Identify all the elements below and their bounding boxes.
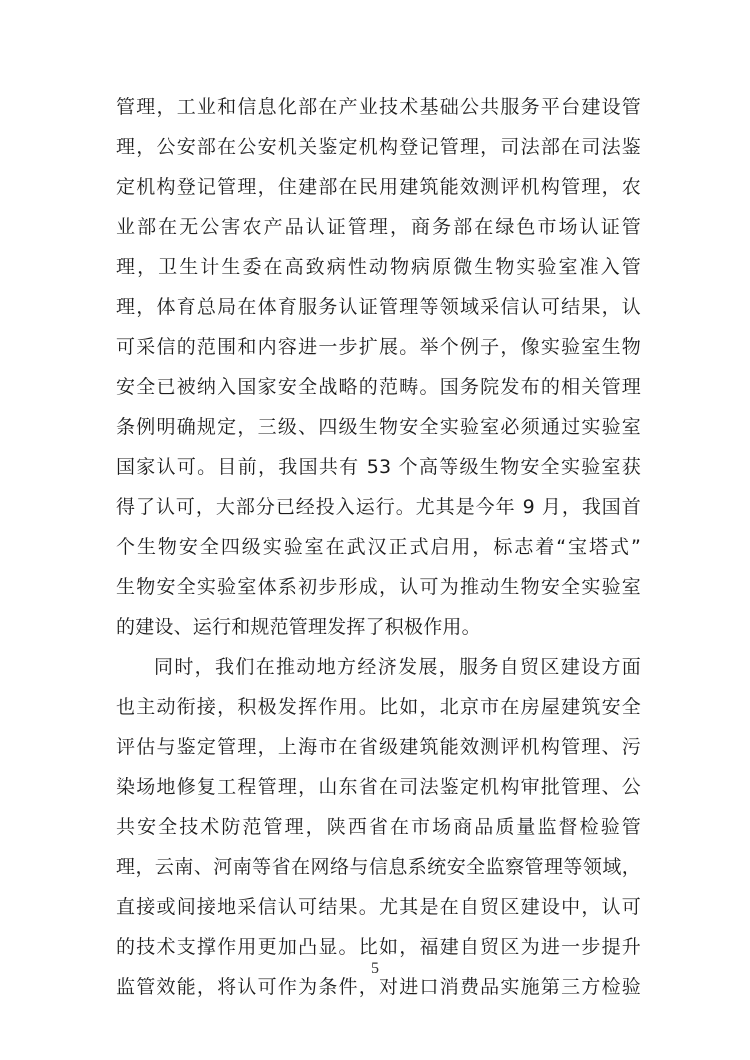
text-line: 的技术支撑作用更加凸显。比如，福建自贸区为进一步提升: [116, 936, 641, 958]
text-line: 直接或间接地采信认可结果。尤其是在自贸区建设中，认可: [116, 896, 641, 918]
text-line: 同时，我们在推动地方经济发展，服务自贸区建设方面: [154, 656, 641, 678]
text-line: 定机构登记管理，住建部在民用建筑能效测评机构管理，农: [116, 176, 641, 198]
text-line: 理，体育总局在体育服务认证管理等领域采信认可结果，认: [116, 296, 641, 318]
text-line: 也主动衔接，积极发挥作用。比如，北京市在房屋建筑安全: [116, 696, 641, 718]
text-line: 理，云南、河南等省在网络与信息系统安全监察管理等领域，: [116, 856, 641, 878]
body-text: [116, 87, 641, 1007]
text-line: 共安全技术防范管理，陕西省在市场商品质量监督检验管: [116, 816, 641, 838]
text-line: 个生物安全四级实验室在武汉正式启用，标志着“宝塔式”: [116, 536, 641, 558]
text-line: 得了认可，大部分已经投入运行。尤其是今年 9 月，我国首: [116, 496, 641, 518]
page-number: 5: [371, 960, 379, 977]
text-line: 生物安全实验室体系初步形成，认可为推动生物安全实验室: [116, 576, 641, 598]
text-line: 管理，工业和信息化部在产业技术基础公共服务平台建设管: [116, 96, 641, 118]
text-line: 监管效能，将认可作为条件，对进口消费品实施第三方检验: [116, 976, 641, 998]
text-line: 条例明确规定，三级、四级生物安全实验室必须通过实验室: [116, 416, 641, 438]
text-line: 可采信的范围和内容进一步扩展。举个例子，像实验室生物: [116, 336, 641, 358]
text-line: 安全已被纳入国家安全战略的范畴。国务院发布的相关管理: [116, 376, 641, 398]
text-line: 的建设、运行和规范管理发挥了积极作用。: [116, 616, 481, 638]
text-line: 业部在无公害农产品认证管理，商务部在绿色市场认证管: [116, 216, 641, 238]
paragraph-2: [116, 647, 641, 1007]
text-line: 评估与鉴定管理，上海市在省级建筑能效测评机构管理、污: [116, 736, 641, 758]
paragraph-1: [116, 87, 641, 647]
text-line: 理，公安部在公安机关鉴定机构登记管理，司法部在司法鉴: [116, 136, 641, 158]
text-line: 国家认可。目前，我国共有 53 个高等级生物安全实验室获: [116, 456, 641, 478]
text-line: 理，卫生计生委在高致病性动物病原微生物实验室准入管: [116, 256, 641, 278]
text-line: 染场地修复工程管理，山东省在司法鉴定机构审批管理、公: [116, 776, 641, 798]
